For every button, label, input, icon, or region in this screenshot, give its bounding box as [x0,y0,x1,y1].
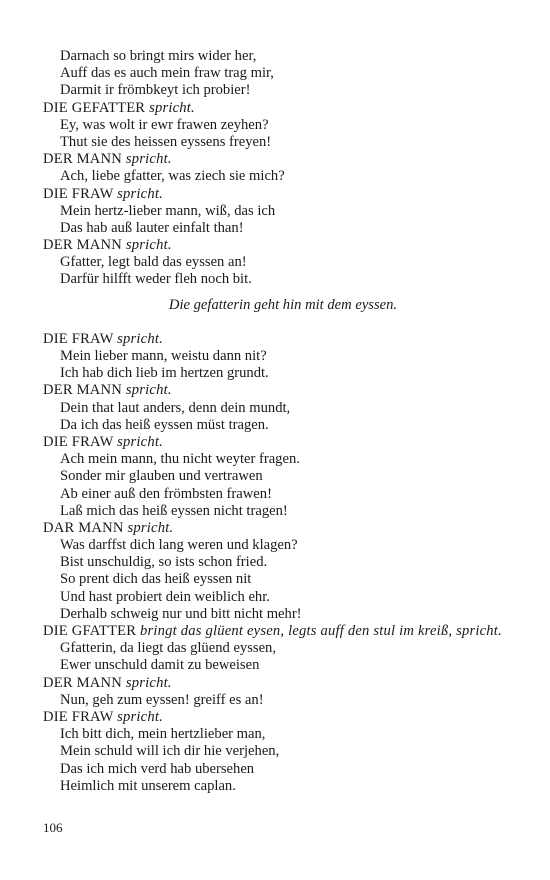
verse-line: Mein hertz-lieber mann, wiß, das ich [60,202,276,219]
speaker-name: DER MANN [43,382,123,399]
verse-line: Sonder mir glauben und vertrawen [60,468,263,485]
speaker-name: DER MANN [43,237,123,254]
verse-line: Und hast probiert dein weiblich ehr. [60,588,270,605]
speaker-heading [43,623,513,640]
speaker-cue: spricht. [117,330,163,347]
verse-line: Darmit ir frömbkeyt ich probier! [60,82,251,99]
speaker-heading [43,100,513,117]
verse-line: Bist unschuldig, so ists schon fried. [60,554,268,571]
verse-line: Ich hab dich lieb im hertzen grundt. [60,365,269,382]
verse-line: Dein that laut anders, denn dein mundt, [60,399,291,416]
verse-line: Heimlich mit unserem caplan. [60,777,236,794]
speaker-cue: spricht. [117,185,163,202]
verse-line: Gfatter, legt bald das eyssen an! [60,254,247,271]
verse-line: Nun, geh zum eyssen! greiff es an! [60,691,264,708]
verse-line: Das hab auß lauter einfalt than! [60,219,244,236]
speaker-cue: spricht. [125,674,172,691]
verse-line: Gfatterin, da liegt das glüend eyssen, [60,640,277,657]
text-block-1 [43,48,513,289]
speaker-cue: spricht. [125,382,172,399]
speaker-name: DIE FRAW [43,708,114,725]
speaker-heading [43,709,513,726]
speaker-name: DIE GEFATTER [43,99,146,116]
verse-line: Ich bitt dich, mein hertzlieber man, [60,726,266,743]
speaker-name: DIE FRAW [43,433,114,450]
speaker-cue: spricht. [125,151,172,168]
speaker-cue: spricht. [117,433,163,450]
verse-line: Ach mein mann, thu nicht weyter fragen. [60,451,300,468]
verse-line: Was darffst dich lang weren und klagen? [60,537,298,554]
verse-line: Auff das es auch mein fraw trag mir, [60,65,274,82]
verse-line: Mein schuld will ich dir hie verjehen, [60,743,280,760]
speaker-heading [43,331,513,348]
stage-direction: Die gefatterin geht hin mit dem eyssen. [168,296,398,313]
text-block-2 [43,331,513,795]
speaker-name: DAR MANN [43,519,124,536]
speaker-heading [43,434,513,451]
verse-line: Ach, liebe gfatter, was ziech sie mich? [60,168,285,185]
page-number: 106 [43,820,63,835]
speaker-heading [43,520,513,537]
speaker-heading [43,151,513,168]
speaker-cue: spricht. [149,99,195,116]
speaker-name: DIE FRAW [43,185,114,202]
speaker-heading [43,675,513,692]
verse-line: Thut sie des heissen eyssens freyen! [60,133,272,150]
verse-line: Da ich das heiß eyssen müst tragen. [60,416,269,433]
speaker-name: DIE GFATTER [43,623,137,640]
speaker-cue: spricht. [127,519,174,536]
verse-line: Ey, was wolt ir ewr frawen zeyhen? [60,116,269,133]
speaker-cue: spricht. [117,708,163,725]
verse-line: Darnach so bringt mirs wider her, [60,48,257,64]
verse-line: Ab einer auß den frömbsten frawen! [60,485,272,502]
speaker-heading [43,186,513,203]
speaker-name: DER MANN [43,151,123,168]
verse-line: Das ich mich verd hab ubersehen [60,760,255,777]
verse-line: Mein lieber mann, weistu dann nit? [60,348,267,365]
speaker-heading [43,237,513,254]
speaker-cue: bringt das glüent eysen, legts auff den stul im kreiß, spricht. [140,623,502,640]
verse-line: Laß mich das heiß eyssen nicht tragen! [60,502,288,519]
verse-line: Darfür hilfft weder fleh noch bit. [60,271,252,288]
play-text [43,48,513,795]
verse-line: Ewer unschuld damit zu beweisen [60,657,260,674]
verse-line: So prent dich das heiß eyssen nit [60,571,252,588]
speaker-heading [43,382,513,399]
speaker-cue: spricht. [125,237,172,254]
verse-line: Derhalb schweig nur und bitt nicht mehr! [60,605,302,622]
speaker-name: DIE FRAW [43,330,114,347]
speaker-name: DER MANN [43,674,123,691]
